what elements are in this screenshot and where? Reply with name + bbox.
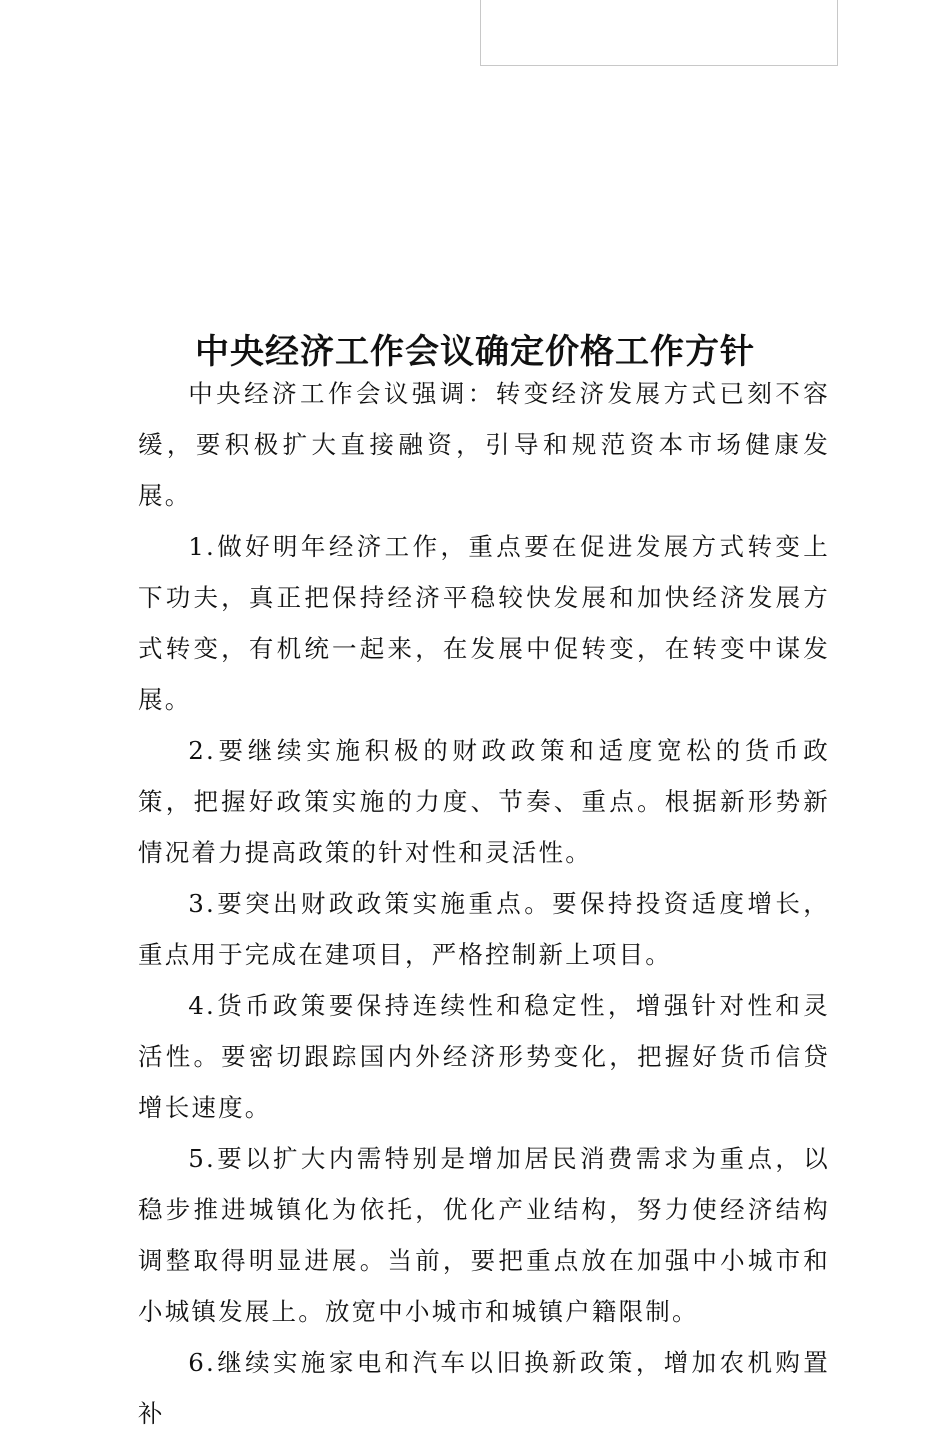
paragraph-item-3: 3.要突出财政政策实施重点。要保持投资适度增长，重点用于完成在建项目，严格控制新上项目。 [138, 889, 830, 969]
paragraph-item-4: 4.货币政策要保持连续性和稳定性，增强针对性和灵活性。要密切跟踪国内外经济形势变化，把握好货币信贷增长速度。 [138, 991, 830, 1122]
paragraph-intro: 中央经济工作会议强调：转变经济发展方式已刻不容缓，要积极扩大直接融资，引导和规范资本市场健康发展。 [138, 379, 830, 510]
paragraph-item-5: 5.要以扩大内需特别是增加居民消费需求为重点，以稳步推进城镇化为依托，优化产业结构，努力使经济结构调整取得明显进展。当前，要把重点放在加强中小城市和小城镇发展上。放宽中小城市和城镇户籍限制。 [138, 1144, 830, 1326]
paragraph-item-2: 2.要继续实施积极的财政政策和适度宽松的货币政策，把握好政策实施的力度、节奏、重点。根据新形势新情况着力提高政策的针对性和灵活性。 [138, 736, 830, 867]
document-body [138, 368, 830, 1439]
paragraph-item-6: 6.继续实施家电和汽车以旧换新政策，增加农机购置补 [138, 1348, 830, 1428]
paragraph-item-1: 1.做好明年经济工作，重点要在促进发展方式转变上下功夫，真正把保持经济平稳较快发展和加快经济发展方式转变，有机统一起来，在发展中促转变，在转变中谋发展。 [138, 532, 830, 714]
document-title: 中央经济工作会议确定价格工作方针 [195, 331, 755, 372]
header-frame-box [480, 0, 838, 66]
